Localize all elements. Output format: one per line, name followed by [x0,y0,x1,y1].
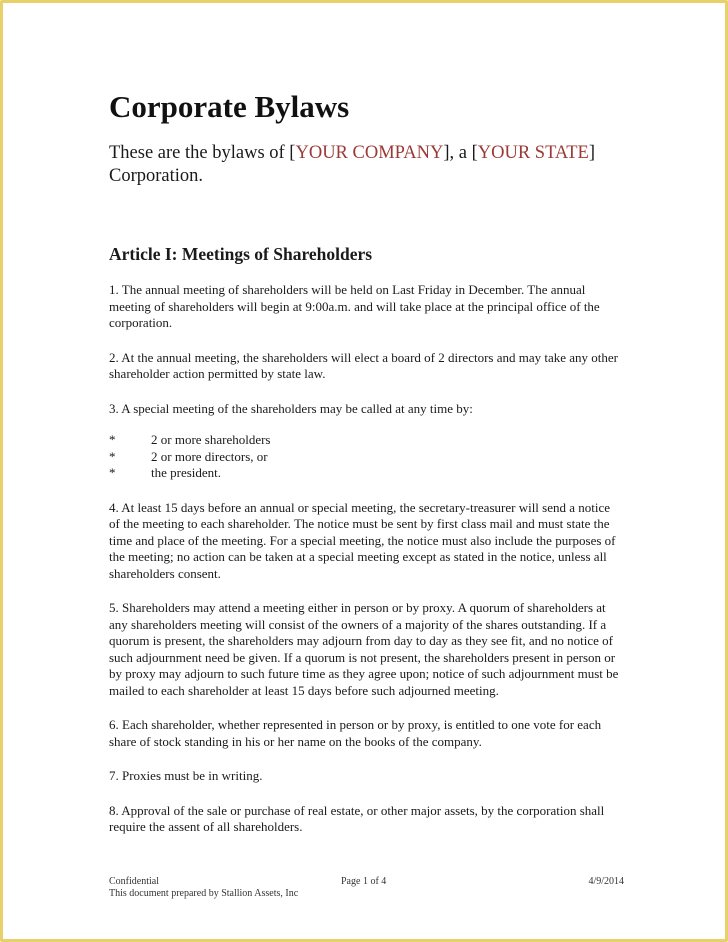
document-subtitle [109,142,624,188]
footer-page-number: Page 1 of 4 [341,876,387,887]
paragraph-5: 5. Shareholders may attend a meeting either in person or by proxy. A quorum of shareholders at any shareholders meeting will consist of the owners of a majority of the shares outstanding. If a quorum is present, the shareholders may adjourn from day to day as they see fit, and no notice of such adjournment need be given. If a quorum is not present, the shareholders present in person or by proxy may adjourn to such future time as they agree upon; notice of such adjournment must be mailed to each shareholder at least 15 days before such adjourned meeting. [109,600,619,698]
state-placeholder: YOUR STATE [477,143,589,163]
paragraph-1: 1. The annual meeting of shareholders will be held on Last Friday in December. The annual meeting of shareholders will begin at 9:00a.m. and will take place at the principal office of the corporation. [109,282,600,330]
subtitle-prefix: These are the bylaws of [ [109,143,296,163]
document-body [109,88,624,836]
list-item [109,465,624,482]
company-placeholder: YOUR COMPANY [295,143,444,163]
document-title: Corporate Bylaws [109,89,350,124]
bullet-mark: * [109,465,116,480]
paragraph-4: 4. At least 15 days before an annual or special meeting, the secretary-treasurer will send a notice of the meeting to each shareholder. The notice must be sent by first class mail and must state the time and place of the meeting. For a special meeting, the notice must also include the purposes of the meeting; no action can be taken at a special meeting except as stated in the notice, unless all shareholders consent. [109,499,616,581]
subtitle-suffix: ] Corporation. [109,143,596,186]
bullet-mark: * [109,432,116,447]
list-item-text: 2 or more directors, or [151,448,268,464]
paragraph-2: 2. At the annual meeting, the shareholders will elect a board of 2 directors and may take any other shareholder action permitted by state law. [109,349,618,381]
footer-date: 4/9/2014 [588,876,624,887]
footer-row [109,876,624,888]
footer-prepared-by-row [109,888,624,900]
list-item-text: the president. [151,465,222,480]
list-item [109,432,624,449]
subtitle-middle: ], a [ [443,143,478,163]
paragraph-8: 8. Approval of the sale or purchase of real estate, or other major assets, by the corporation shall require the assent of all shareholders. [109,802,605,834]
list-item [109,449,624,466]
special-meeting-list [109,432,624,482]
article-heading: Article I: Meetings of Shareholders [109,244,373,264]
list-item-text: 2 or more shareholders [151,432,271,447]
footer-confidential: Confidential [109,876,159,887]
page-footer [109,876,624,900]
bullet-mark: * [109,448,116,464]
paragraph-7: 7. Proxies must be in writing. [109,768,263,783]
footer-prepared-by: This document prepared by Stallion Assets, Inc [109,888,299,899]
paragraph-6: 6. Each shareholder, whether represented in person or by proxy, is entitled to one vote for each share of stock standing in his or her name on the books of the company. [109,717,602,749]
paragraph-3: 3. A special meeting of the shareholders may be called at any time by: [109,400,473,416]
